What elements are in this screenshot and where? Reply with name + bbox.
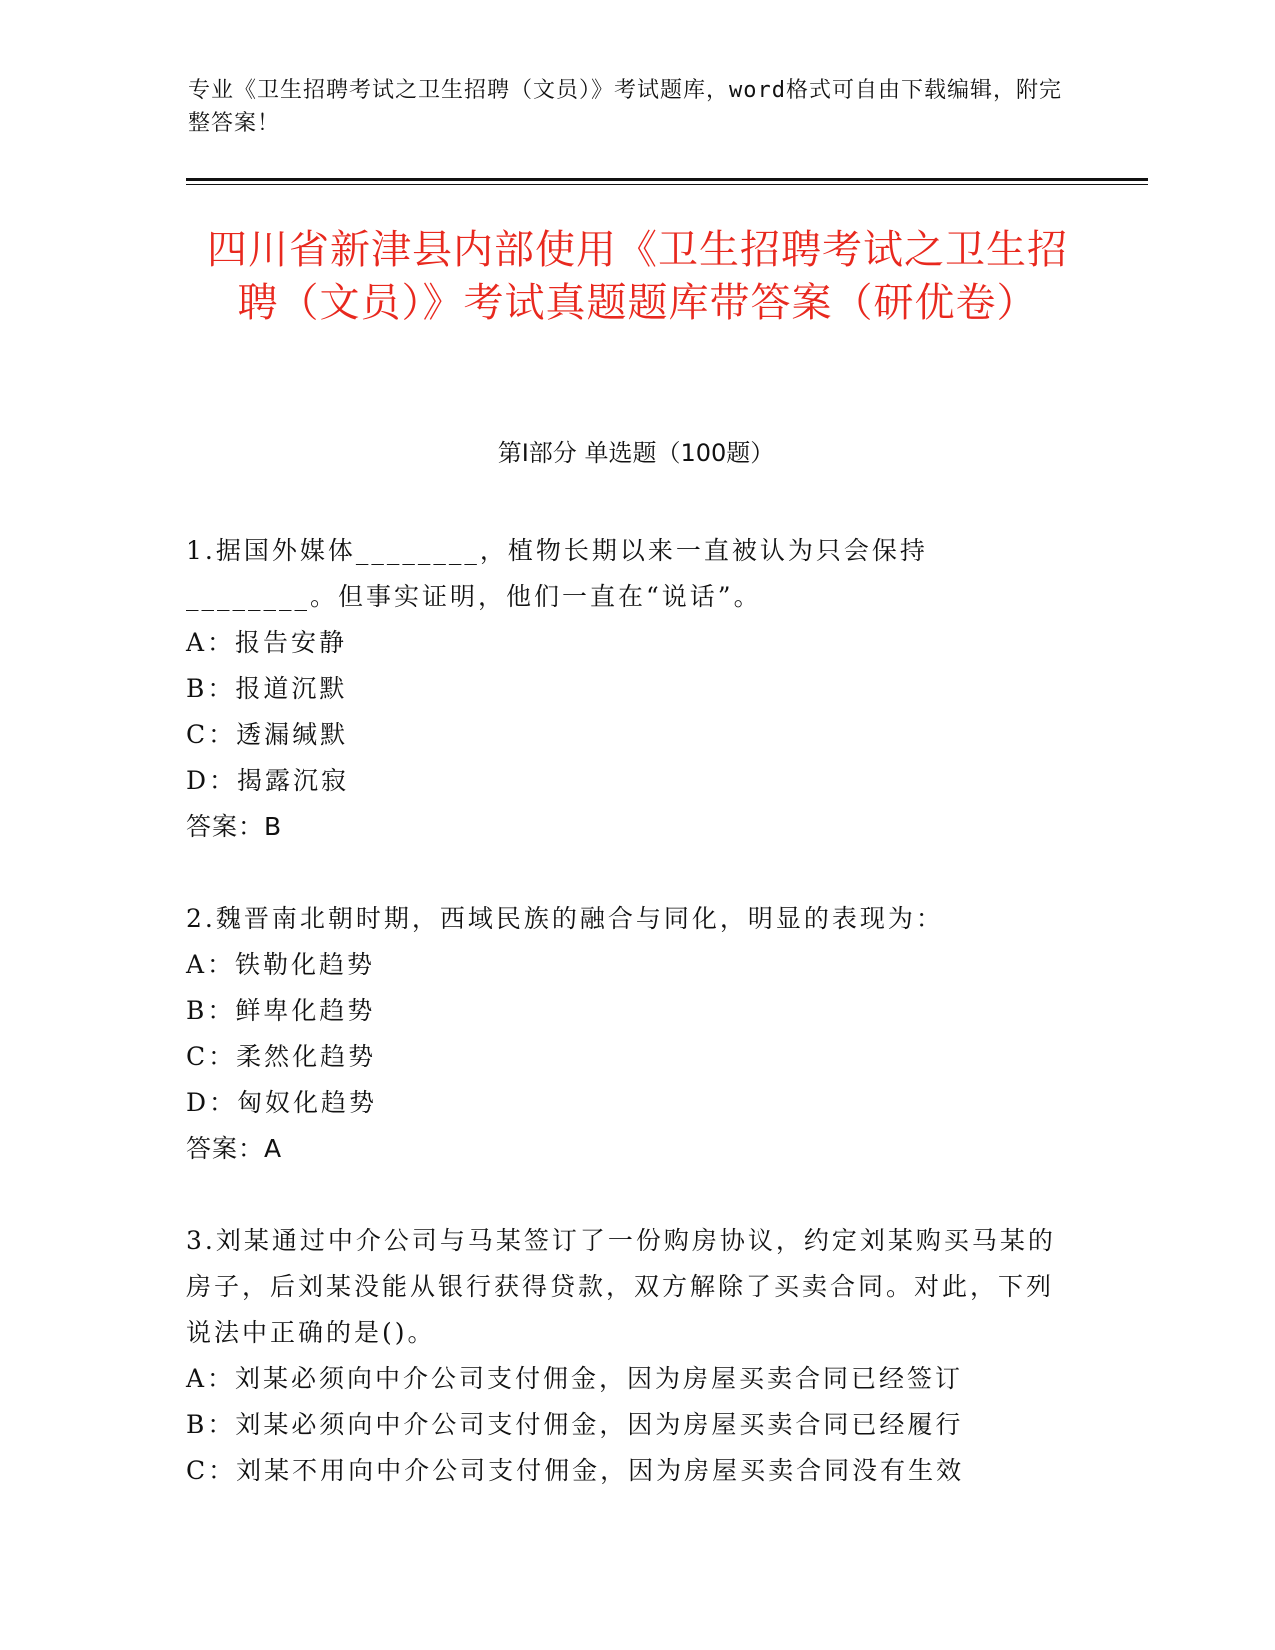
question-2 bbox=[186, 896, 1066, 1172]
option-a: A：报告安静 bbox=[186, 628, 348, 657]
option-d: D：揭露沉寂 bbox=[186, 766, 350, 795]
option-b: B：鲜卑化趋势 bbox=[186, 996, 376, 1025]
answer-line: 答案：A bbox=[186, 1134, 283, 1163]
header-rule-thick bbox=[186, 178, 1148, 181]
option-b: B：报道沉默 bbox=[186, 674, 348, 703]
option-c: C：柔然化趋势 bbox=[186, 1042, 377, 1071]
header-rule-thin bbox=[186, 184, 1148, 185]
document-title: 四川省新津县内部使用《卫生招聘考试之卫生招聘（文员）》考试真题题库带答案（研优卷） bbox=[207, 227, 1068, 326]
option-b: B：刘某必须向中介公司支付佣金，因为房屋买卖合同已经履行 bbox=[186, 1410, 964, 1439]
option-a: A：刘某必须向中介公司支付佣金，因为房屋买卖合同已经签订 bbox=[186, 1364, 964, 1393]
header-note: 专业《卫生招聘考试之卫生招聘（文员）》考试题库，word格式可自由下载编辑，附完整答案！ bbox=[188, 78, 1062, 136]
question-3 bbox=[186, 1218, 1066, 1494]
answer-line: 答案：B bbox=[186, 812, 283, 841]
question-1 bbox=[186, 528, 1066, 850]
question-stem: 1.据国外媒体________，植物长期以来一直被认为只会保持________。但事实证明，他们一直在“说话”。 bbox=[186, 536, 928, 611]
option-c: C：透漏缄默 bbox=[186, 720, 349, 749]
option-d: D：匈奴化趋势 bbox=[186, 1088, 378, 1117]
option-a: A：铁勒化趋势 bbox=[186, 950, 376, 979]
section-heading: 第I部分 单选题（100题） bbox=[497, 439, 775, 467]
option-c: C：刘某不用向中介公司支付佣金，因为房屋买卖合同没有生效 bbox=[186, 1456, 965, 1485]
question-stem: 2.魏晋南北朝时期，西域民族的融合与同化，明显的表现为： bbox=[186, 904, 944, 933]
question-stem: 3.刘某通过中介公司与马某签订了一份购房协议，约定刘某购买马某的房子，后刘某没能从银行获得贷款，双方解除了买卖合同。对此，下列说法中正确的是()。 bbox=[186, 1226, 1056, 1347]
question-list bbox=[186, 528, 1066, 1540]
